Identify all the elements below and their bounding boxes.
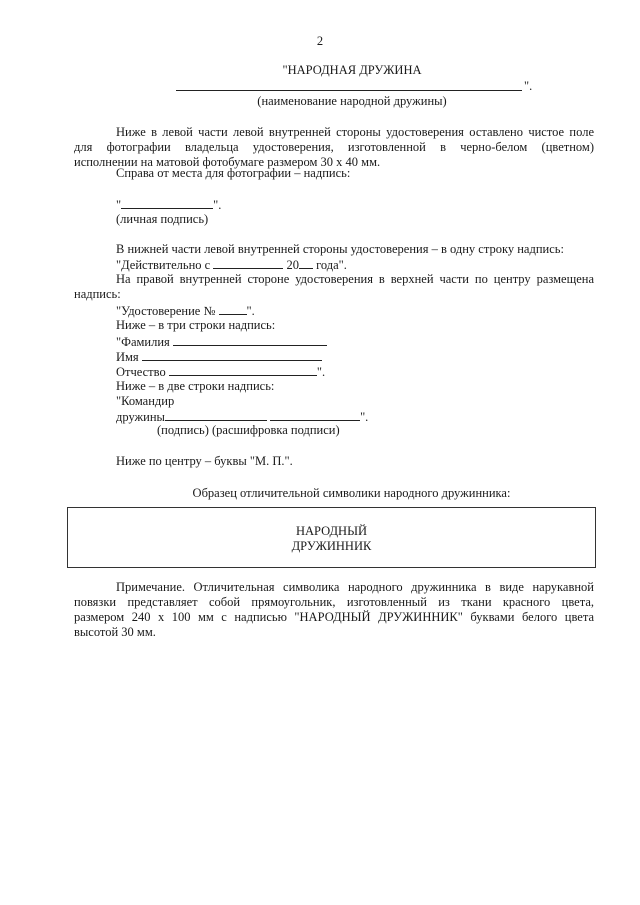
signature-decoding-underline (270, 409, 360, 421)
validity-suffix: года". (316, 258, 347, 272)
paragraph-line: Ниже в левой части левой внутренней стороны удостоверения оставлено чистое поле (116, 125, 594, 139)
page-number: 2 (316, 34, 324, 48)
armband-text-line2: ДРУЖИННИК (291, 539, 372, 553)
paragraph-line: для фотографии владельца удостоверения, изготовленной в черно-белом (цветном) (74, 140, 594, 154)
title-caption: (наименование народной дружины) (257, 94, 447, 108)
signature-caption: (личная подпись) (116, 212, 209, 226)
blank-underline (299, 257, 313, 269)
right-side-instruction-end: надпись: (74, 287, 121, 301)
patronymic-end: ". (316, 365, 326, 379)
validity-prefix: "Действительно с (116, 258, 211, 272)
certificate-number-line (116, 303, 255, 319)
note-line: высотой 30 мм. (74, 625, 156, 639)
right-side-instruction: На правой внутренней стороне удостоверения в верхней части по центру размещена (116, 272, 594, 286)
note-paragraph (74, 580, 594, 640)
squad-end: ". (360, 410, 369, 424)
blank-underline (169, 364, 317, 376)
squad-label: дружины (116, 410, 165, 424)
certificate-prefix: "Удостоверение № (116, 304, 216, 318)
two-lines-instruction: Ниже – в две строки надпись: (116, 379, 275, 393)
name-line (116, 349, 322, 365)
validity-instruction: В нижней части левой внутренней стороны удостоверения – в одну строку надпись: (116, 242, 564, 256)
surname-line (116, 334, 327, 350)
quote-open: " (116, 198, 122, 212)
three-lines-instruction: Ниже – в три строки надпись: (116, 318, 276, 332)
blank-underline (121, 197, 213, 209)
title-quote-end: ". (524, 79, 533, 93)
quote-close: ". (213, 198, 222, 212)
blank-underline (142, 349, 322, 361)
sample-caption: Образец отличительной символики народного дружинника: (192, 486, 511, 500)
title-blank-line (176, 90, 522, 91)
surname-label: "Фамилия (116, 335, 170, 349)
blank-underline (219, 303, 247, 315)
note-line: повязки представляет собой прямоугольник, изготовленный из ткани красного цвета, (74, 595, 594, 609)
stamp-instruction: Ниже по центру – буквы "М. П.". (116, 454, 293, 468)
signature-underline (165, 409, 267, 421)
validity-line (116, 257, 347, 273)
signature-instruction: Справа от места для фотографии – надпись: (116, 166, 351, 180)
validity-year-prefix: 20 (286, 258, 299, 272)
blank-underline (213, 257, 283, 269)
patronymic-line (116, 364, 325, 380)
note-line: размером 240 х 100 мм с надписью "НАРОДНЫЙ ДРУЖИННИК" буквами белого цвета (74, 610, 594, 624)
name-label: Имя (116, 350, 139, 364)
certificate-suffix: ". (246, 304, 255, 318)
commander-label: "Командир (116, 394, 175, 408)
document-title: "НАРОДНАЯ ДРУЖИНА (282, 63, 422, 77)
note-line: Примечание. Отличительная символика народного дружинника в виде нарукавной (116, 580, 594, 594)
paragraph-line: исполнении на матовой фотобумаге размером 30 х 40 мм. (74, 155, 381, 169)
signature-captions: (подпись) (расшифровка подписи) (157, 423, 340, 437)
signature-line (116, 197, 221, 213)
blank-underline (173, 334, 327, 346)
armband-text-line1: НАРОДНЫЙ (295, 524, 368, 538)
patronymic-label: Отчество (116, 365, 166, 379)
paragraph-photo-field (74, 125, 594, 170)
